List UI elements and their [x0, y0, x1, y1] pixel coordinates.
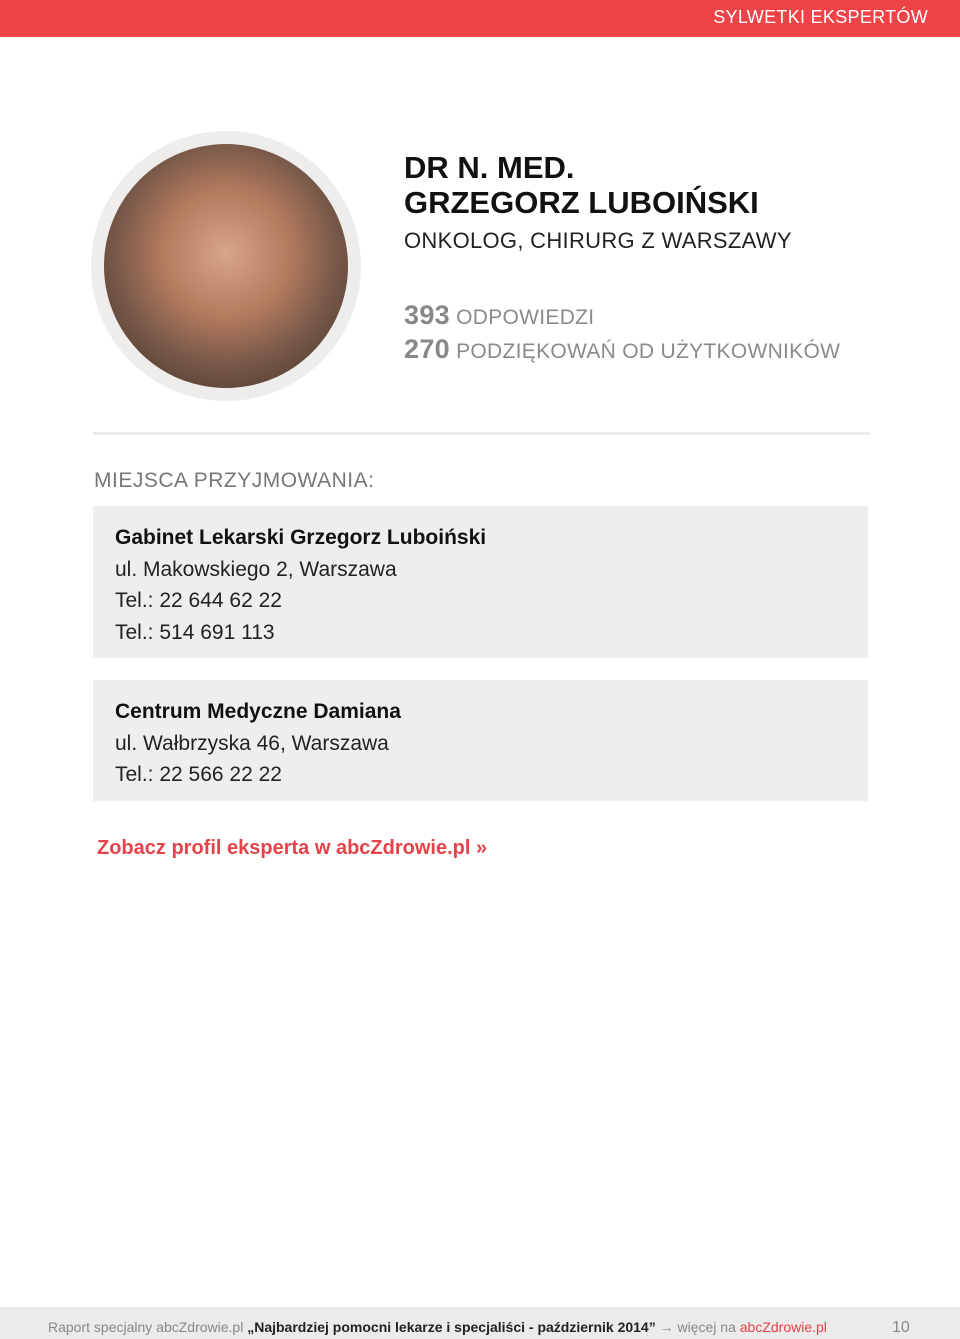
place-card	[93, 506, 868, 658]
report-title: „Najbardziej pomocni lekarze i specjaliści - październik 2014”	[247, 1319, 656, 1335]
doctor-fullname: GRZEGORZ LUBOIŃSKI	[404, 185, 759, 220]
arrow-right-icon: →	[659, 1319, 674, 1335]
answers-stat	[404, 300, 594, 331]
doctor-title: DR N. MED.	[404, 150, 575, 185]
answers-count: 393	[404, 300, 450, 330]
footer	[0, 1307, 960, 1339]
place-name: Centrum Medyczne Damiana	[115, 700, 401, 723]
place-address: ul. Makowskiego 2, Warszawa	[115, 557, 397, 581]
top-bar	[0, 0, 960, 37]
page-number: 10	[892, 1319, 910, 1336]
section-title: SYLWETKI EKSPERTÓW	[713, 7, 928, 27]
footer-site-link[interactable]: abcZdrowie.pl	[739, 1319, 827, 1335]
places-heading: MIEJSCA PRZYJMOWANIA:	[94, 469, 375, 492]
doctor-name	[404, 150, 759, 220]
place-phone: Tel.: 514 691 113	[115, 620, 275, 644]
place-phone: Tel.: 22 566 22 22	[115, 763, 282, 786]
place-address: ul. Wałbrzyska 46, Warszawa	[115, 731, 389, 755]
place-name: Gabinet Lekarski Grzegorz Luboiński	[115, 526, 487, 549]
place-phone: Tel.: 22 644 62 22	[115, 589, 282, 612]
expert-profile-link[interactable]: Zobacz profil eksperta w abcZdrowie.pl »	[97, 837, 488, 859]
answers-label: ODPOWIEDZI	[456, 306, 595, 329]
footer-prefix: Raport specjalny abcZdrowie.pl	[48, 1319, 244, 1335]
place-card	[93, 680, 868, 801]
thanks-stat	[404, 334, 840, 365]
thanks-label: PODZIĘKOWAŃ OD UŻYTKOWNIKÓW	[456, 340, 841, 363]
thanks-count: 270	[404, 334, 450, 364]
footer-more: więcej na	[677, 1319, 736, 1335]
avatar	[104, 144, 348, 388]
specialty: ONKOLOG, CHIRURG Z WARSZAWY	[404, 228, 792, 253]
divider	[93, 432, 870, 435]
